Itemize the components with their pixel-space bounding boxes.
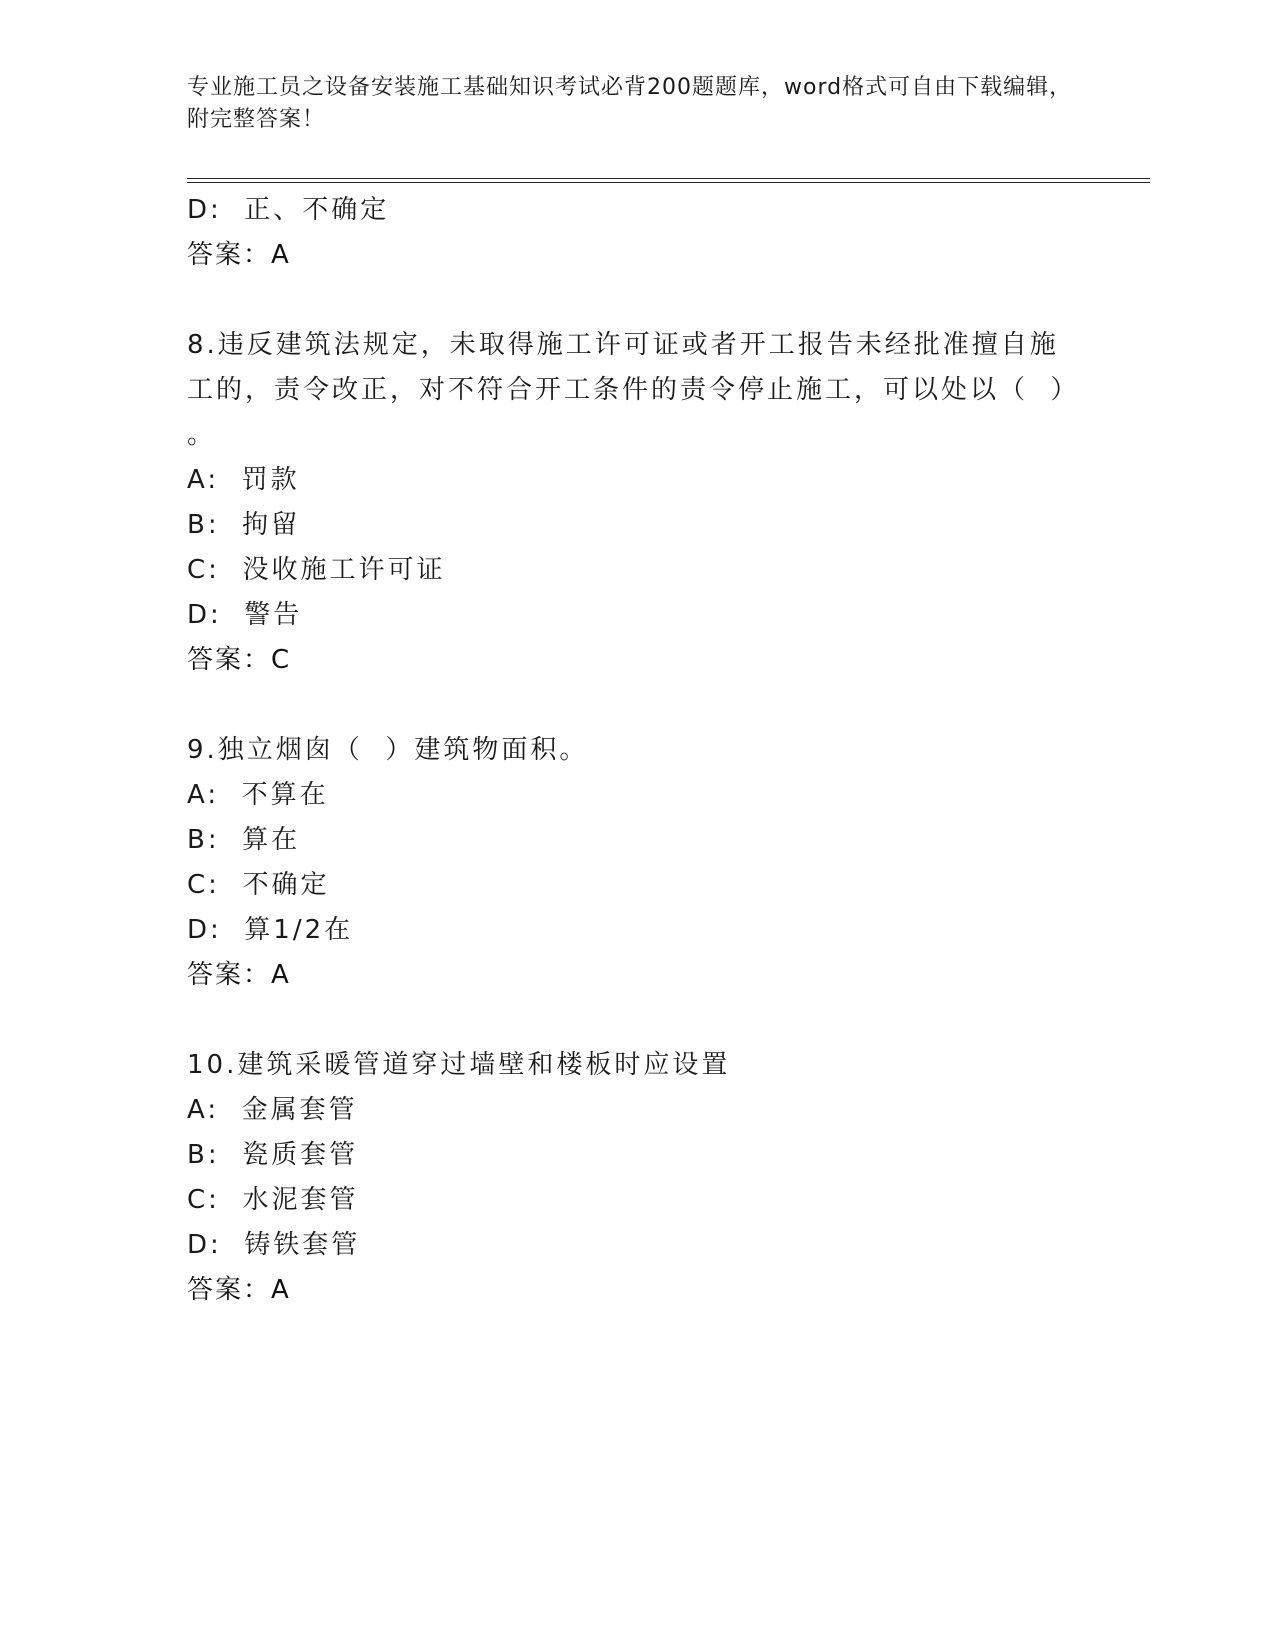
question-stem-line: 9.独立烟囱（ ）建筑物面积。: [187, 735, 589, 765]
option-c: C: 没收施工许可证: [187, 555, 446, 585]
question-10: [187, 1043, 1087, 1313]
option-b: B: 算在: [187, 825, 301, 855]
question-8: [187, 323, 1087, 683]
option-b: B: 瓷质套管: [187, 1140, 359, 1170]
question-stem-line: 。: [187, 420, 217, 450]
option-d: D: 正、不确定: [187, 195, 390, 225]
option-c: C: 水泥套管: [187, 1185, 359, 1215]
header-rule-bottom: [187, 182, 1150, 183]
answer: 答案：A: [187, 1275, 291, 1305]
answer: 答案：A: [187, 960, 291, 990]
option-d: D: 算1/2在: [187, 915, 354, 945]
header-rule-top: [187, 178, 1150, 179]
question-9: [187, 728, 1087, 998]
option-b: B: 拘留: [187, 510, 301, 540]
option-c: C: 不确定: [187, 870, 330, 900]
option-d: D: 铸铁套管: [187, 1230, 361, 1260]
option-d: D: 警告: [187, 600, 303, 630]
question-stem-line: 工的，责令改正，对不符合开工条件的责令停止施工，可以处以（ ）: [187, 375, 1080, 405]
previous-question-tail: [187, 188, 1087, 278]
option-a: A: 金属套管: [187, 1095, 358, 1125]
question-stem-line: 8.违反建筑法规定，未取得施工许可证或者开工报告未经批准擅自施: [187, 330, 1059, 360]
option-a: A: 罚款: [187, 465, 300, 495]
document-header: 专业施工员之设备安装施工基础知识考试必背200题题库，word格式可自由下载编辑，附完整答案！: [187, 75, 1073, 132]
answer: 答案：A: [187, 240, 291, 270]
option-a: A: 不算在: [187, 780, 329, 810]
answer: 答案：C: [187, 645, 292, 675]
question-content: [187, 188, 1087, 1313]
question-stem-line: 10.建筑采暖管道穿过墙壁和楼板时应设置: [187, 1050, 731, 1080]
